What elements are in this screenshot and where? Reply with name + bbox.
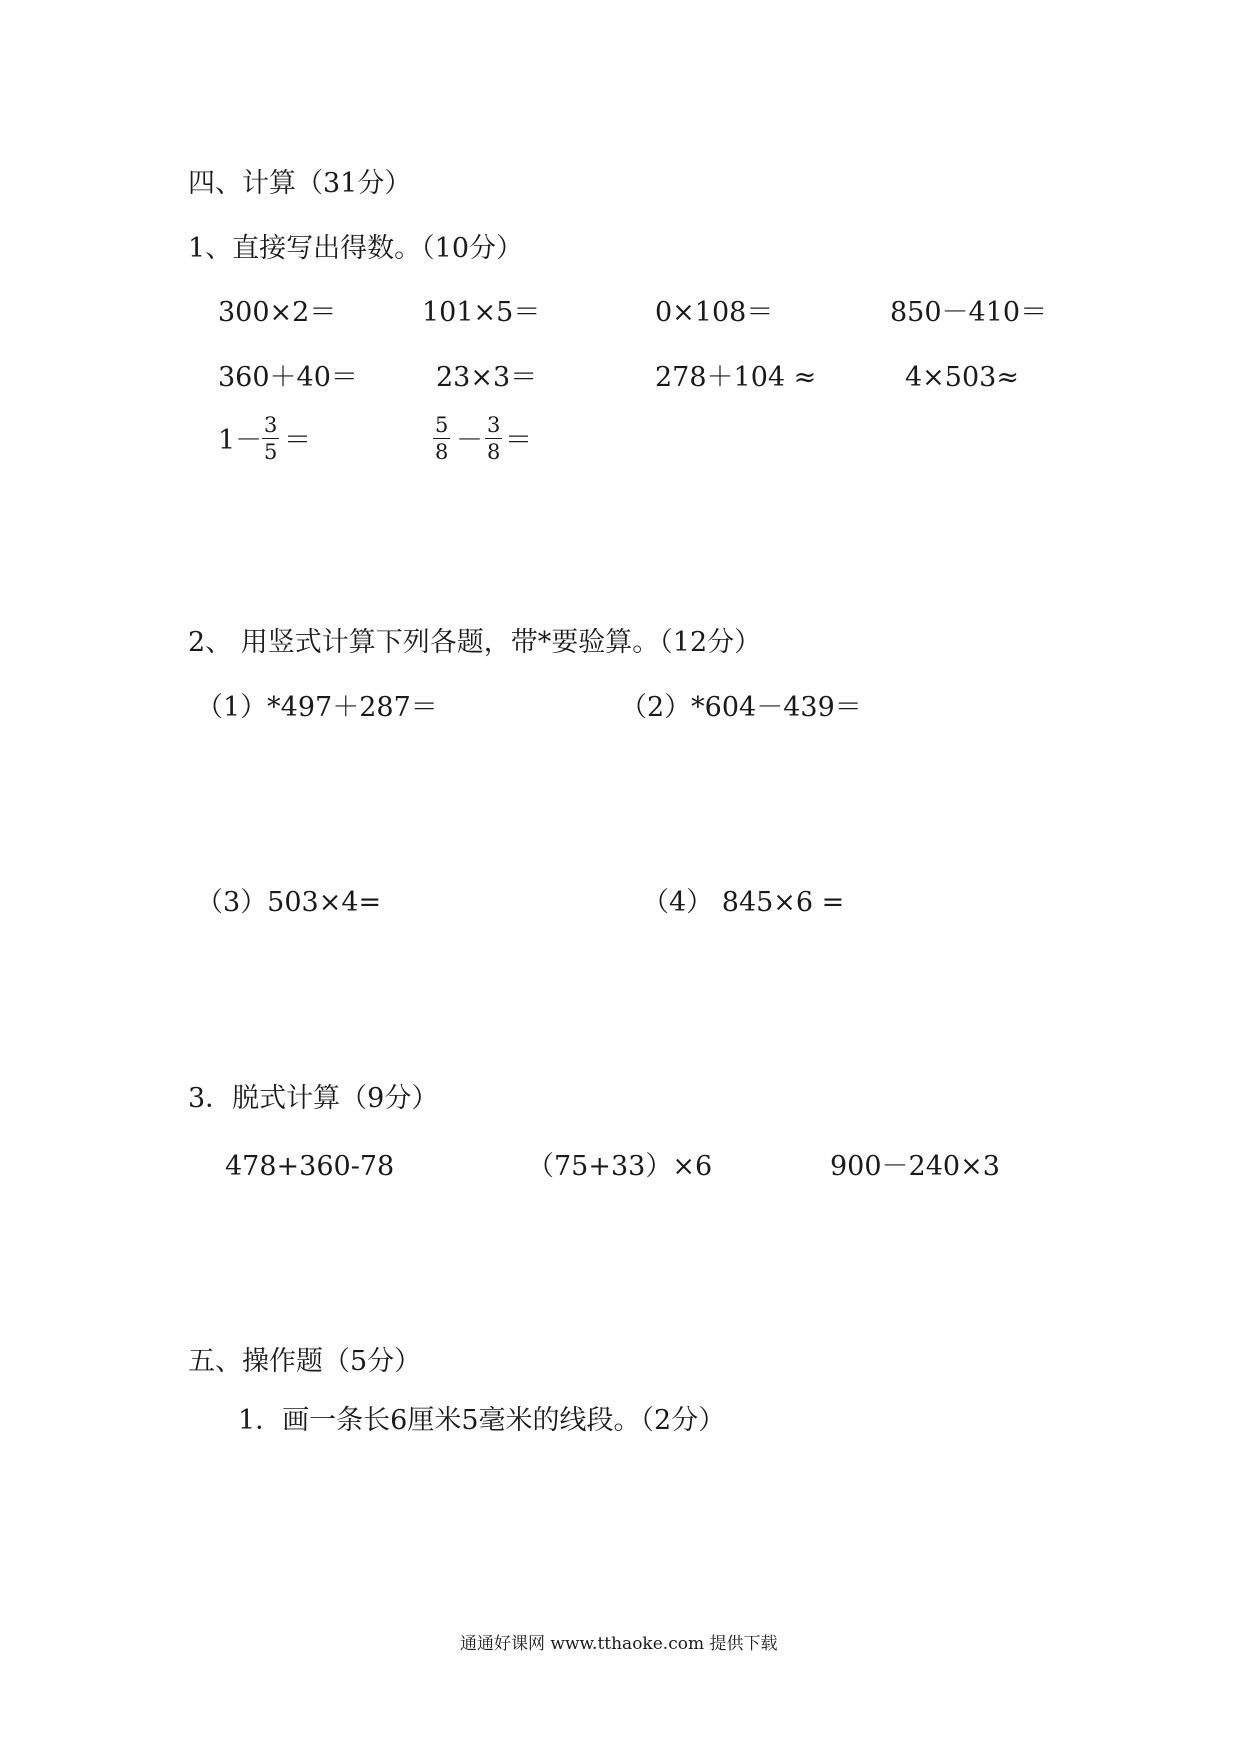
q1-r1-c4: 850－410＝ — [890, 297, 1048, 328]
frac1-prefix: 1－ — [218, 425, 263, 456]
frac2-operator: － — [456, 425, 483, 456]
q3-item-2: （75+33）×6 — [527, 1151, 713, 1182]
section-5-title: 五、操作题（5分） — [188, 1346, 422, 1377]
q2-item-2: （2）*604－439＝ — [620, 692, 862, 723]
q2-item-4: （4） 845×6 = — [642, 887, 845, 918]
q2-item-1: （1）*497＋287＝ — [196, 692, 438, 723]
question-2-title: 2、 用竖式计算下列各题，带*要验算。（12分） — [188, 627, 762, 658]
frac1-fraction — [262, 414, 279, 463]
q1-r1-c2: 101×5＝ — [422, 297, 541, 328]
frac2-denominator-a: 8 — [435, 440, 449, 464]
section-4-title: 四、计算（31分） — [188, 168, 412, 199]
section-5-question-1: 1．画一条长6厘米5毫米的线段。（2分） — [238, 1405, 726, 1436]
q3-item-3: 900－240×3 — [830, 1151, 1000, 1182]
question-1-title: 1、直接写出得数。（10分） — [188, 233, 524, 264]
frac2-numerator-a: 5 — [435, 413, 449, 437]
frac2-fraction-a — [433, 414, 450, 463]
q1-r2-c1: 360＋40＝ — [218, 362, 358, 393]
frac1-numerator: 3 — [264, 413, 278, 437]
q1-r2-c2: 23×3＝ — [436, 362, 538, 393]
q1-r1-c1: 300×2＝ — [218, 297, 337, 328]
frac2-denominator-b: 8 — [487, 440, 501, 464]
q3-item-1: 478+360-78 — [225, 1151, 395, 1182]
q1-r2-c4: 4×503≈ — [905, 362, 1019, 393]
q2-item-3: （3）503×4= — [196, 887, 382, 918]
frac1-denominator: 5 — [264, 440, 278, 464]
frac2-fraction-b — [485, 414, 502, 463]
question-3-title: 3．脱式计算（9分） — [188, 1083, 439, 1114]
frac1-suffix: ＝ — [284, 425, 311, 456]
page-footer: 通通好课网 www.tthaoke.com 提供下载 — [460, 1634, 778, 1654]
q1-r1-c3: 0×108＝ — [655, 297, 774, 328]
fraction-bar — [433, 438, 450, 439]
fraction-bar — [485, 438, 502, 439]
fraction-bar — [262, 438, 279, 439]
frac2-suffix: ＝ — [505, 425, 532, 456]
frac2-numerator-b: 3 — [487, 413, 501, 437]
q1-r2-c3: 278＋104 ≈ — [655, 362, 817, 393]
